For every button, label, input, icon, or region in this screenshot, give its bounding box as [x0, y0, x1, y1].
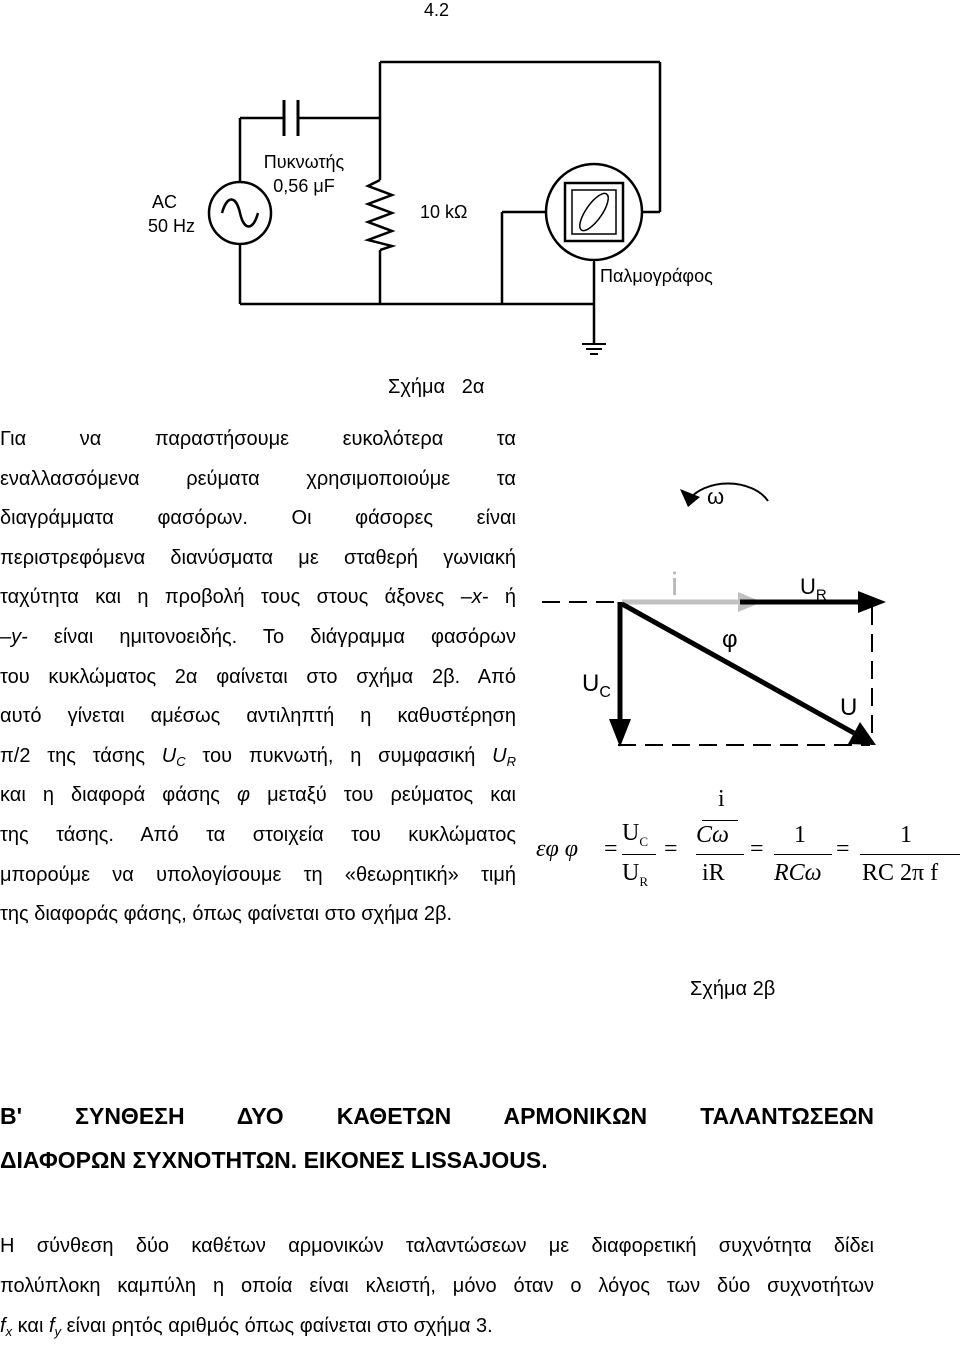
- resistor-symbol: [368, 180, 392, 250]
- formula-f2-num: Cω: [696, 822, 729, 848]
- u-phasor: [622, 604, 854, 733]
- paragraph-line: εναλλασσόμενα ρεύματα χρησιμοποιούμε τα: [0, 467, 516, 490]
- paragraph-line: ταχύτητα και η προβολή τους στους άξονες –x- ή: [0, 586, 516, 609]
- paragraph-line: περιστρεφόμενα διανύσματα με σταθερή γωνιακή: [0, 546, 516, 569]
- capacitor-label: Πυκνωτής 0,56 μF: [263, 152, 345, 196]
- paragraph-line: και η διαφορά φάσης φ μεταξύ του ρεύματος και: [0, 784, 516, 807]
- page-number: 4.2: [424, 0, 450, 20]
- formula-f2-den: iR: [702, 860, 725, 886]
- formula-f3-num: 1: [794, 822, 806, 848]
- current-label: i: [671, 566, 679, 602]
- formula-lhs: εφ φ: [536, 836, 579, 862]
- resistor-label: 10 kΩ: [420, 202, 468, 222]
- rotation-arc: [688, 483, 768, 501]
- paragraph-line: διαγράμματα φασόρων. Οι φάσορες είναι: [0, 507, 516, 530]
- paragraph-line: της διαφοράς φάσης, όπως φαίνεται στο σχήμα 2β.: [0, 903, 453, 926]
- source-label: AC 50 Hz: [148, 192, 196, 236]
- formula-equals: =: [604, 836, 618, 862]
- formula-f1-num: $U_C$: [622, 820, 649, 849]
- paragraph-line: Για να παραστήσουμε ευκολότερα τα: [0, 428, 516, 450]
- circuit-diagram: [0, 0, 960, 410]
- body-line: Η σύνθεση δύο καθέτων αρμονικών ταλαντώσεων με διαφορετική συχνότητα δίδει: [0, 1235, 874, 1257]
- ur-label: $U_R$: [800, 574, 827, 604]
- formula-f2-bar-small: [702, 820, 738, 821]
- capacitor-symbol: [284, 100, 298, 136]
- body-line: πολύπλοκη καμπύλη η οποία είναι κλειστή, μόνο όταν ο λόγος των δύο συχνοτήτων: [0, 1275, 874, 1297]
- formula-f1-bar: [622, 854, 656, 855]
- formula-equals: =: [836, 836, 850, 862]
- formula-equals: =: [750, 836, 764, 862]
- paragraph-line: αυτό γίνεται αμέσως αντιληπτή η καθυστέρηση: [0, 705, 516, 728]
- body-line: $f_x$ και $f_y$ είναι ρητός αριθμός όπως φαίνεται στο σχήμα 3.: [0, 1315, 493, 1339]
- formula-f4-den: RC 2π f: [862, 860, 939, 886]
- formula-f4-num: 1: [900, 822, 912, 848]
- u-label: U: [840, 694, 858, 721]
- body-paragraph: [0, 1226, 874, 1346]
- oscilloscope-symbol: [546, 164, 642, 262]
- ground-symbol: [582, 344, 606, 354]
- formula-f3-den: RCω: [774, 860, 822, 886]
- formula-f3-bar: [774, 854, 832, 855]
- phi-label: φ: [722, 626, 738, 653]
- intro-paragraph: [0, 420, 516, 935]
- heading-line: ΔΙΑΦΟΡΩΝ ΣΥΧΝΟΤΗΤΩΝ. ΕΙΚΟΝΕΣ LISSAJOUS.: [0, 1147, 548, 1173]
- figure-2b-caption: Σχήμα 2β: [690, 978, 776, 1000]
- formula-f1-den: $U_R$: [622, 860, 649, 889]
- paragraph-line: –y- είναι ημιτονοειδής. Το διάγραμμα φασόρων: [0, 625, 516, 648]
- formula-f2-top: i: [718, 786, 725, 812]
- oscilloscope-label: Παλμογράφος: [600, 266, 713, 286]
- phase-formula: [536, 784, 960, 904]
- formula-f2-bar: [696, 854, 744, 855]
- uc-arrowhead: [609, 719, 631, 747]
- paragraph-line: μπορούμε να υπολογίσουμε τη «θεωρητική» τιμή: [0, 863, 516, 886]
- paragraph-line: του κυκλώματος 2α φαίνεται στο σχήμα 2β. Από: [0, 665, 516, 688]
- uc-label: $U_C$: [582, 670, 611, 701]
- omega-label: ω: [707, 484, 725, 509]
- formula-f4-bar: [860, 854, 960, 855]
- paragraph-line: της τάσης. Από τα στοιχεία του κυκλώματος: [0, 823, 516, 846]
- formula-equals: =: [664, 836, 678, 862]
- section-heading: [0, 1094, 874, 1182]
- heading-line: B' ΣΥΝΘΕΣΗ ΔΥΟ ΚΑΘΕΤΩΝ ΑΡΜΟΝΙΚΩΝ ΤΑΛΑΝΤΩΣΕΩΝ: [0, 1103, 874, 1129]
- phasor-diagram: [530, 455, 960, 785]
- figure-2a-caption: Σχήμα 2α: [388, 376, 485, 398]
- paragraph-line: π/2 της τάσης $U_C$ του πυκνωτή, η συμφασική $U_R$: [0, 744, 517, 769]
